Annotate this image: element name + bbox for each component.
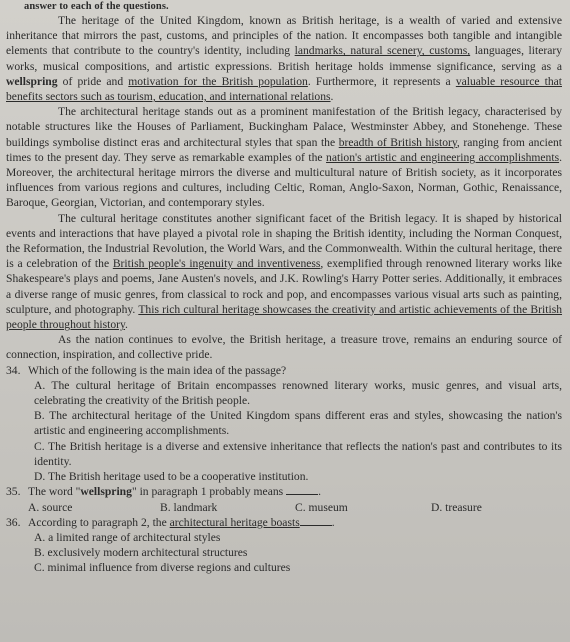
underlined-text: nation's artistic and engineering accomplishments <box>326 150 560 164</box>
question-36 <box>6 515 562 576</box>
instruction-line: answer to each of the questions. <box>24 1 169 12</box>
text: The heritage of the United Kingdom, known as British heritage, is a wealth of varied and extensive inheritance that mirrors the past, customs, and principles of the nation. It encompasses both tangible and intangible elements that contribute to the country's identity, including <box>6 14 562 58</box>
text: . Furthermore, it represents a <box>307 74 456 88</box>
paragraph-4: As the nation continues to evolve, the British heritage, a treasure trove, remains an enduring source of connection, inspiration, and collective pride. <box>6 333 562 362</box>
question-stem <box>28 515 562 530</box>
options-row <box>6 500 562 515</box>
underlined-text: This rich cultural heritage showcases the creativity and artistic achievements of the British people throughout history <box>6 302 563 332</box>
text: languages, literary works, musical compositions, and artistic expressions. British heritage holds immense significance, serving as a <box>6 44 563 73</box>
text: , exemplified through renowned literary works like Shakespeare's plays and poems, Jane Austen's novels, and J.K. Rowling's Harry Potter series. Additionally, it embraces a diverse range of music genres, from classical to rock and pop, and encompasses various visual arts such as painting, sculpture, and photography. <box>6 257 562 316</box>
option-a[interactable]: A. source <box>28 500 73 514</box>
answer-blank[interactable] <box>300 515 332 526</box>
text: The architectural heritage stands out as a prominent manifestation of the British legacy, characterised by notable structures like the Houses of Parliament, Buckingham Palace, Westminster Abbey, and Stonehenge. These buildings symbolise distinct eras and architectural styles that span the <box>6 105 562 149</box>
underlined-text: British people's ingenuity and inventiveness <box>112 257 321 271</box>
paragraph-2 <box>6 104 562 210</box>
option-c[interactable]: C. museum <box>295 500 348 514</box>
text: . <box>331 515 335 529</box>
text: . <box>318 485 321 499</box>
question-number: 35. <box>6 485 21 499</box>
text: , ranging from ancient times to the present day. They serve as remarkable examples of the <box>6 135 563 164</box>
key-word: wellspring <box>80 485 132 499</box>
text: . <box>125 318 128 332</box>
underlined-text: valuable resource that benefits sectors such as tourism, education, and international relations <box>6 74 562 104</box>
option-d[interactable]: D. treasure <box>431 500 482 514</box>
question-stem: Which of the following is the main idea of the passage? <box>28 363 287 377</box>
underlined-text: architectural heritage boasts <box>169 515 300 529</box>
question-number: 34. <box>6 363 21 377</box>
option-c[interactable]: C. minimal influence from diverse regions and cultures <box>34 561 291 575</box>
option-c[interactable]: C. The British heritage is a diverse and extensive inheritance that reflects the nation's past and contributes to its identity. <box>34 439 562 468</box>
question-34 <box>6 363 562 485</box>
paragraph-1 <box>6 13 562 104</box>
question-35 <box>6 484 562 514</box>
key-word: wellspring <box>6 74 58 88</box>
text: According to paragraph 2, the <box>28 515 170 529</box>
text: " in paragraph 1 probably means <box>131 485 284 499</box>
answer-blank[interactable] <box>286 484 318 495</box>
underlined-text: motivation for the British population <box>128 74 308 88</box>
option-b[interactable]: B. exclusively modern architectural structures <box>34 546 248 560</box>
text: The word " <box>28 485 81 499</box>
paragraph-3 <box>6 211 562 333</box>
option-a[interactable]: A. The cultural heritage of Britain encompasses renowned literary works, music genres, and visual arts, celebrating the creativity of the British people. <box>34 378 562 408</box>
text: of pride and <box>57 74 129 88</box>
option-a[interactable]: A. a limited range of architectural styles <box>34 530 221 544</box>
text: . <box>330 90 334 104</box>
underlined-text: landmarks, natural scenery, customs, <box>294 44 471 58</box>
option-d[interactable]: D. The British heritage used to be a cooperative institution. <box>34 470 309 484</box>
option-b[interactable]: B. The architectural heritage of the United Kingdom spans different eras and styles, showcasing the nation's artistic and engineering accomplishments. <box>34 409 562 438</box>
option-b[interactable]: B. landmark <box>160 500 218 514</box>
question-number: 36. <box>6 515 21 529</box>
question-stem <box>28 484 562 499</box>
text: . Moreover, the architectural heritage mirrors the diverse and multicultural nature of British society, as it incorporates influences from various regions and cultures, including Celtic, Roman, Anglo-Saxon, Norman, Gothic, Renaissance, Baroque, Georgian, Victorian, and contemporary styles. <box>6 150 562 210</box>
text: The cultural heritage constitutes another significant facet of the British legacy. It is shaped by historical events and interactions that have played a pivotal role in shaping the British identity, including the Norman Conquest, the Reformation, the Industrial Revolution, the World Wars, and the Commonwealth. Within the cultural heritage, there is a celebration of the <box>6 211 562 271</box>
underlined-text: breadth of British history <box>338 135 457 149</box>
reading-passage <box>6 13 562 576</box>
